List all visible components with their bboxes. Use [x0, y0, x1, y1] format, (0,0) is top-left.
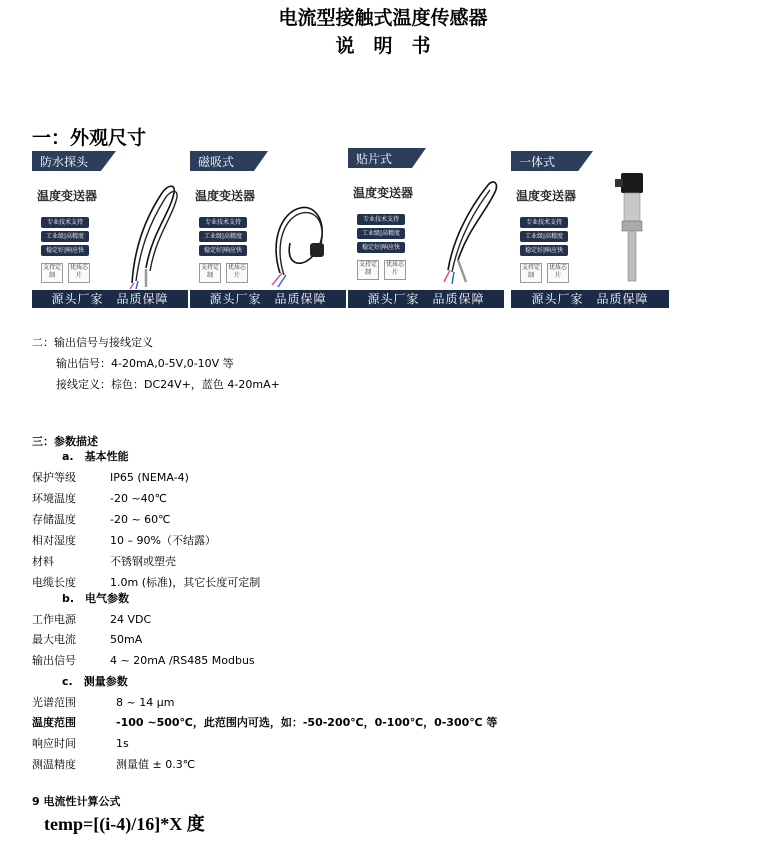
param-label: 电缆长度: [32, 576, 76, 589]
card-pill: 稳定好|响应快: [199, 245, 247, 256]
document-subtitle: 说 明 书: [335, 35, 431, 57]
card-pill: 稳定好|响应快: [520, 245, 568, 256]
card-footer: 源头厂家 品质保障: [190, 290, 346, 308]
param-label: 环境温度: [32, 492, 76, 505]
card-pill: 专业技术支持: [41, 217, 89, 228]
param-value: 8 ~ 14 μm: [116, 696, 175, 709]
magnetic-sensor-cable-image: [270, 173, 346, 289]
param-value: -20 ~40℃: [110, 492, 168, 505]
param-value: 测量值 ± 0.3℃: [116, 758, 196, 771]
card-badge: 支持定制: [41, 263, 63, 283]
section-1-heading: 一：外观尺寸: [32, 127, 147, 149]
patch-sensor-cable-image: [428, 170, 504, 286]
card-pill: 工业级|高精度: [199, 231, 247, 242]
param-label: 材料: [32, 555, 54, 568]
param-value: 1s: [116, 737, 129, 750]
param-label: 工作电源: [32, 613, 76, 626]
card-pill: 稳定好|响应快: [41, 245, 89, 256]
card-pill: 专业技术支持: [199, 217, 247, 228]
card-pill: 工业级|高精度: [520, 231, 568, 242]
card-badge: 优质芯片: [68, 263, 90, 283]
section-3-heading: 三：参数描述: [32, 435, 98, 448]
card-pill: 工业级|高精度: [41, 231, 89, 242]
param-label: 温度范围: [32, 716, 76, 729]
param-value: -20 ~ 60℃: [110, 513, 171, 526]
subsection-a-heading: a. 基本性能: [62, 450, 129, 463]
param-label: 输出信号: [32, 654, 76, 667]
product-card-waterproof-probe: [32, 151, 188, 308]
card-pill: 稳定好|响应快: [357, 242, 405, 253]
param-label: 测温精度: [32, 758, 76, 771]
card-footer: 源头厂家 品质保障: [32, 290, 188, 308]
card-tab: 一体式: [519, 155, 556, 169]
card-pill: 工业级|高精度: [357, 228, 405, 239]
section-9-heading: 9 电流性计算公式: [32, 795, 121, 808]
waterproof-probe-cable-image: [112, 173, 188, 289]
card-pill: 专业技术支持: [357, 214, 405, 225]
param-label: 光谱范围: [32, 696, 76, 709]
param-value: -100 ~500℃，此范围内可选，如：-50-200℃，0-100℃，0-300℃ 等: [116, 716, 498, 729]
card-tab: 贴片式: [356, 152, 393, 166]
param-value: 50mA: [110, 633, 143, 646]
card-badge: 支持定制: [520, 263, 542, 283]
card-badge: 支持定制: [199, 263, 221, 283]
param-label: 响应时间: [32, 737, 76, 750]
subsection-c-heading: c. 测量参数: [62, 675, 128, 688]
param-value: IP65 (NEMA-4): [110, 471, 189, 484]
card-footer: 源头厂家 品质保障: [348, 290, 504, 308]
param-label: 最大电流: [32, 633, 76, 646]
integrated-transmitter-image: [591, 173, 667, 289]
card-badge: 支持定制: [357, 260, 379, 280]
card-badge: 优质芯片: [384, 260, 406, 280]
card-title: 温度变送器: [195, 189, 256, 203]
product-card-integrated: [511, 151, 669, 308]
card-footer: 源头厂家 品质保障: [511, 290, 669, 308]
param-value: 4 ~ 20mA /RS485 Modbus: [110, 654, 255, 667]
param-value: 1.0m (标准)，其它长度可定制: [110, 576, 261, 589]
param-value: 10 – 90%（不结露）: [110, 534, 216, 547]
card-badge: 优质芯片: [226, 263, 248, 283]
param-value: 24 VDC: [110, 613, 152, 626]
product-card-patch: [348, 148, 504, 308]
card-tab: 磁吸式: [198, 155, 235, 169]
document-title: 电流型接触式温度传感器: [278, 7, 488, 29]
formula: temp=[(i-4)/16]*X 度: [44, 814, 205, 834]
card-tab: 防水探头: [40, 155, 89, 169]
card-pill: 专业技术支持: [520, 217, 568, 228]
section-2-heading: 二：输出信号与接线定义: [32, 336, 153, 349]
product-card-magnetic: [190, 151, 346, 308]
card-title: 温度变送器: [353, 186, 414, 200]
output-signal-line: 输出信号：4-20mA,0-5V,0-10V 等: [56, 357, 234, 370]
card-title: 温度变送器: [37, 189, 98, 203]
card-badge: 优质芯片: [547, 263, 569, 283]
param-value: 不锈钢或塑壳: [110, 555, 176, 568]
subsection-b-heading: b. 电气参数: [62, 592, 130, 605]
card-title: 温度变送器: [516, 189, 577, 203]
param-label: 相对湿度: [32, 534, 76, 547]
param-label: 保护等级: [32, 471, 76, 484]
param-label: 存储温度: [32, 513, 76, 526]
wiring-definition-line: 接线定义：棕色：DC24V+，蓝色 4-20mA+: [56, 378, 280, 391]
